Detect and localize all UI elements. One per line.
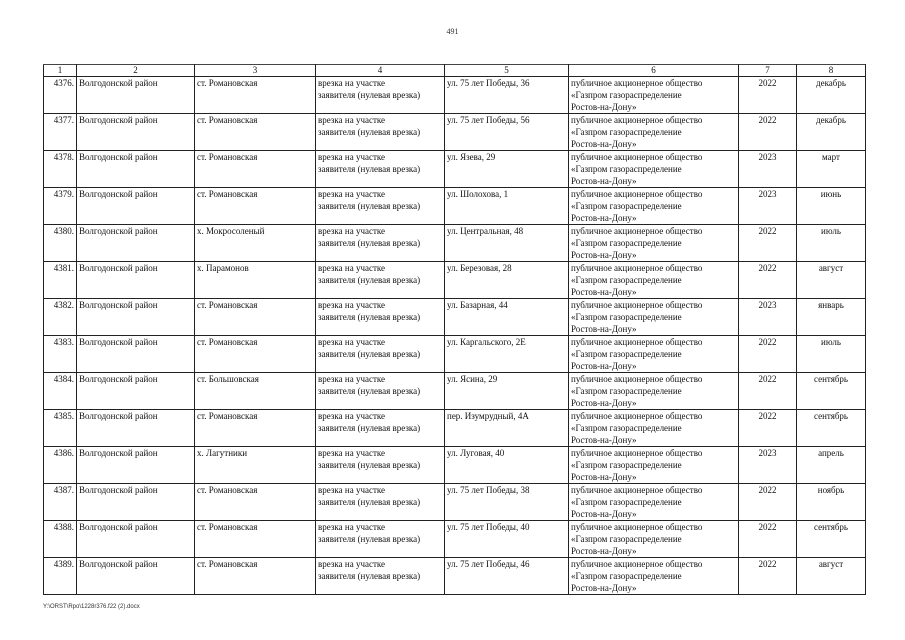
table-row — [44, 484, 866, 521]
address-cell: ул. Язева, 29 — [445, 151, 569, 188]
district-cell: Волгодонской район — [77, 373, 195, 410]
organization-cell — [569, 77, 739, 114]
year-cell: 2022 — [739, 484, 797, 521]
organization-cell — [569, 521, 739, 558]
organization-cell-line: Ростов-на-Дону» — [571, 176, 637, 186]
work-type-cell-line: заявителя (нулевая врезка) — [318, 90, 421, 100]
settlement-cell: ст. Большовская — [195, 373, 316, 410]
organization-cell-line: публичное акционерное общество — [571, 559, 703, 569]
month-cell: декабрь — [797, 114, 866, 151]
year-cell: 2022 — [739, 373, 797, 410]
organization-cell — [569, 336, 739, 373]
work-type-cell — [316, 447, 445, 484]
work-type-cell-line: заявителя (нулевая врезка) — [318, 238, 421, 248]
year-cell: 2022 — [739, 225, 797, 262]
organization-cell-line: «Газпром газораспределение — [571, 275, 682, 285]
row-number: 4377. — [44, 114, 77, 151]
organization-cell-line: Ростов-на-Дону» — [571, 250, 637, 260]
organization-cell-line: «Газпром газораспределение — [571, 534, 682, 544]
work-type-cell — [316, 521, 445, 558]
column-header: 8 — [797, 65, 866, 77]
address-cell: ул. Луговая, 40 — [445, 447, 569, 484]
work-type-cell-line: врезка на участке — [318, 189, 386, 199]
address-cell: ул. Каргальского, 2Е — [445, 336, 569, 373]
organization-cell-line: Ростов-на-Дону» — [571, 509, 637, 519]
organization-cell-line: «Газпром газораспределение — [571, 571, 682, 581]
organization-cell-line: «Газпром газораспределение — [571, 386, 682, 396]
settlement-cell: ст. Романовская — [195, 484, 316, 521]
organization-cell-line: публичное акционерное общество — [571, 337, 703, 347]
organization-cell-line: публичное акционерное общество — [571, 152, 703, 162]
organization-cell-line: «Газпром газораспределение — [571, 127, 682, 137]
organization-cell-line: «Газпром газораспределение — [571, 497, 682, 507]
work-type-cell-line: врезка на участке — [318, 522, 386, 532]
work-type-cell-line: заявителя (нулевая врезка) — [318, 127, 421, 137]
organization-cell-line: Ростов-на-Дону» — [571, 102, 637, 112]
table-row — [44, 114, 866, 151]
table-row — [44, 336, 866, 373]
work-type-cell-line: врезка на участке — [318, 485, 386, 495]
district-cell: Волгодонской район — [77, 447, 195, 484]
row-number: 4378. — [44, 151, 77, 188]
settlement-cell: ст. Романовская — [195, 151, 316, 188]
work-type-cell-line: заявителя (нулевая врезка) — [318, 386, 421, 396]
district-cell: Волгодонской район — [77, 484, 195, 521]
work-type-cell — [316, 336, 445, 373]
row-number: 4376. — [44, 77, 77, 114]
organization-cell-line: Ростов-на-Дону» — [571, 287, 637, 297]
organization-cell-line: «Газпром газораспределение — [571, 238, 682, 248]
row-number: 4386. — [44, 447, 77, 484]
work-type-cell-line: врезка на участке — [318, 78, 386, 88]
organization-cell — [569, 373, 739, 410]
organization-cell-line: «Газпром газораспределение — [571, 201, 682, 211]
work-type-cell-line: заявителя (нулевая врезка) — [318, 534, 421, 544]
row-number: 4385. — [44, 410, 77, 447]
settlement-cell: ст. Романовская — [195, 188, 316, 225]
table-header-row — [44, 65, 866, 77]
organization-cell-line: Ростов-на-Дону» — [571, 435, 637, 445]
work-type-cell-line: заявителя (нулевая врезка) — [318, 423, 421, 433]
year-cell: 2022 — [739, 558, 797, 595]
work-type-cell — [316, 299, 445, 336]
table-row — [44, 299, 866, 336]
table-row — [44, 447, 866, 484]
work-type-cell-line: заявителя (нулевая врезка) — [318, 164, 421, 174]
table-row — [44, 151, 866, 188]
work-type-cell — [316, 114, 445, 151]
organization-cell-line: публичное акционерное общество — [571, 448, 703, 458]
organization-cell-line: Ростов-на-Дону» — [571, 213, 637, 223]
row-number: 4389. — [44, 558, 77, 595]
table-row — [44, 373, 866, 410]
column-header: 2 — [77, 65, 195, 77]
work-type-cell — [316, 151, 445, 188]
work-type-cell-line: врезка на участке — [318, 374, 386, 384]
organization-cell-line: Ростов-на-Дону» — [571, 361, 637, 371]
year-cell: 2023 — [739, 151, 797, 188]
table-row — [44, 77, 866, 114]
row-number: 4379. — [44, 188, 77, 225]
district-cell: Волгодонской район — [77, 558, 195, 595]
district-cell: Волгодонской район — [77, 114, 195, 151]
district-cell: Волгодонской район — [77, 262, 195, 299]
address-cell: ул. Базарная, 44 — [445, 299, 569, 336]
month-cell: сентябрь — [797, 521, 866, 558]
organization-cell-line: Ростов-на-Дону» — [571, 324, 637, 334]
organization-cell-line: публичное акционерное общество — [571, 485, 703, 495]
work-type-cell — [316, 225, 445, 262]
year-cell: 2023 — [739, 447, 797, 484]
work-type-cell — [316, 410, 445, 447]
table-row — [44, 262, 866, 299]
organization-cell — [569, 299, 739, 336]
address-cell: ул. Шолохова, 1 — [445, 188, 569, 225]
organization-cell-line: публичное акционерное общество — [571, 522, 703, 532]
work-type-cell-line: врезка на участке — [318, 411, 386, 421]
year-cell: 2022 — [739, 77, 797, 114]
organization-cell-line: «Газпром газораспределение — [571, 423, 682, 433]
work-type-cell — [316, 373, 445, 410]
table-row — [44, 188, 866, 225]
settlement-cell: ст. Романовская — [195, 77, 316, 114]
organization-cell — [569, 558, 739, 595]
month-cell: апрель — [797, 447, 866, 484]
organization-cell — [569, 114, 739, 151]
work-type-cell-line: врезка на участке — [318, 300, 386, 310]
row-number: 4381. — [44, 262, 77, 299]
district-cell: Волгодонской район — [77, 225, 195, 262]
organization-cell-line: Ростов-на-Дону» — [571, 546, 637, 556]
organization-cell-line: Ростов-на-Дону» — [571, 583, 637, 593]
year-cell: 2023 — [739, 188, 797, 225]
work-type-cell-line: врезка на участке — [318, 226, 386, 236]
organization-cell — [569, 188, 739, 225]
year-cell: 2022 — [739, 114, 797, 151]
address-cell: ул. 75 лет Победы, 56 — [445, 114, 569, 151]
work-type-cell-line: врезка на участке — [318, 263, 386, 273]
work-type-cell-line: заявителя (нулевая врезка) — [318, 460, 421, 470]
month-cell: июль — [797, 336, 866, 373]
district-cell: Волгодонской район — [77, 77, 195, 114]
district-cell: Волгодонской район — [77, 299, 195, 336]
table-row — [44, 225, 866, 262]
work-type-cell-line: врезка на участке — [318, 115, 386, 125]
work-type-cell-line: заявителя (нулевая врезка) — [318, 571, 421, 581]
month-cell: сентябрь — [797, 410, 866, 447]
address-cell: ул. Центральная, 48 — [445, 225, 569, 262]
organization-cell — [569, 151, 739, 188]
row-number: 4388. — [44, 521, 77, 558]
settlement-cell: ст. Романовская — [195, 558, 316, 595]
work-type-cell-line: заявителя (нулевая врезка) — [318, 312, 421, 322]
column-header: 7 — [739, 65, 797, 77]
address-cell: ул. 75 лет Победы, 40 — [445, 521, 569, 558]
work-type-cell-line: заявителя (нулевая врезка) — [318, 349, 421, 359]
work-type-cell-line: врезка на участке — [318, 337, 386, 347]
district-cell: Волгодонской район — [77, 410, 195, 447]
work-type-cell — [316, 262, 445, 299]
settlement-cell: ст. Романовская — [195, 114, 316, 151]
organization-cell-line: «Газпром газораспределение — [571, 349, 682, 359]
work-type-cell — [316, 77, 445, 114]
work-type-cell-line: заявителя (нулевая врезка) — [318, 275, 421, 285]
column-header: 6 — [569, 65, 739, 77]
page-number: 491 — [446, 27, 459, 36]
work-type-cell-line: врезка на участке — [318, 152, 386, 162]
address-cell: ул. 75 лет Победы, 36 — [445, 77, 569, 114]
table-row — [44, 410, 866, 447]
organization-cell-line: публичное акционерное общество — [571, 115, 703, 125]
organization-cell — [569, 410, 739, 447]
table-row — [44, 521, 866, 558]
year-cell: 2023 — [739, 299, 797, 336]
year-cell: 2022 — [739, 410, 797, 447]
district-cell: Волгодонской район — [77, 336, 195, 373]
organization-cell-line: публичное акционерное общество — [571, 263, 703, 273]
file-path-footer: Y:\ORST\Rpo\1228r376.f22 (2).docx — [43, 604, 140, 610]
organization-cell — [569, 262, 739, 299]
month-cell: август — [797, 558, 866, 595]
work-type-cell — [316, 188, 445, 225]
year-cell: 2022 — [739, 262, 797, 299]
column-header: 1 — [44, 65, 77, 77]
column-header: 5 — [445, 65, 569, 77]
settlement-cell: ст. Романовская — [195, 521, 316, 558]
month-cell: июнь — [797, 188, 866, 225]
organization-cell-line: публичное акционерное общество — [571, 226, 703, 236]
row-number: 4383. — [44, 336, 77, 373]
settlement-cell: ст. Романовская — [195, 299, 316, 336]
address-cell: ул. Ясина, 29 — [445, 373, 569, 410]
address-cell: ул. 75 лет Победы, 46 — [445, 558, 569, 595]
registry-table — [43, 64, 866, 595]
organization-cell-line: публичное акционерное общество — [571, 411, 703, 421]
organization-cell — [569, 484, 739, 521]
work-type-cell-line: врезка на участке — [318, 448, 386, 458]
organization-cell-line: Ростов-на-Дону» — [571, 472, 637, 482]
organization-cell-line: «Газпром газораспределение — [571, 460, 682, 470]
month-cell: ноябрь — [797, 484, 866, 521]
year-cell: 2022 — [739, 336, 797, 373]
address-cell: пер. Изумрудный, 4А — [445, 410, 569, 447]
row-number: 4384. — [44, 373, 77, 410]
settlement-cell: х. Лагутники — [195, 447, 316, 484]
organization-cell-line: «Газпром газораспределение — [571, 90, 682, 100]
row-number: 4382. — [44, 299, 77, 336]
organization-cell-line: «Газпром газораспределение — [571, 312, 682, 322]
row-number: 4380. — [44, 225, 77, 262]
year-cell: 2022 — [739, 521, 797, 558]
work-type-cell-line: заявителя (нулевая врезка) — [318, 201, 421, 211]
work-type-cell-line: заявителя (нулевая врезка) — [318, 497, 421, 507]
work-type-cell — [316, 558, 445, 595]
month-cell: август — [797, 262, 866, 299]
month-cell: январь — [797, 299, 866, 336]
organization-cell — [569, 225, 739, 262]
settlement-cell: ст. Романовская — [195, 410, 316, 447]
settlement-cell: х. Мокросоленый — [195, 225, 316, 262]
row-number: 4387. — [44, 484, 77, 521]
district-cell: Волгодонской район — [77, 521, 195, 558]
work-type-cell — [316, 484, 445, 521]
district-cell: Волгодонской район — [77, 151, 195, 188]
month-cell: март — [797, 151, 866, 188]
organization-cell-line: публичное акционерное общество — [571, 300, 703, 310]
organization-cell-line: публичное акционерное общество — [571, 374, 703, 384]
work-type-cell-line: врезка на участке — [318, 559, 386, 569]
table-body — [44, 77, 866, 595]
organization-cell — [569, 447, 739, 484]
month-cell: июль — [797, 225, 866, 262]
organization-cell-line: публичное акционерное общество — [571, 189, 703, 199]
organization-cell-line: публичное акционерное общество — [571, 78, 703, 88]
settlement-cell: х. Парамонов — [195, 262, 316, 299]
organization-cell-line: «Газпром газораспределение — [571, 164, 682, 174]
organization-cell-line: Ростов-на-Дону» — [571, 139, 637, 149]
settlement-cell: ст. Романовская — [195, 336, 316, 373]
column-header: 4 — [316, 65, 445, 77]
column-header: 3 — [195, 65, 316, 77]
address-cell: ул. 75 лет Победы, 38 — [445, 484, 569, 521]
address-cell: ул. Березовая, 28 — [445, 262, 569, 299]
organization-cell-line: Ростов-на-Дону» — [571, 398, 637, 408]
table-row — [44, 558, 866, 595]
month-cell: декабрь — [797, 77, 866, 114]
month-cell: сентябрь — [797, 373, 866, 410]
district-cell: Волгодонской район — [77, 188, 195, 225]
